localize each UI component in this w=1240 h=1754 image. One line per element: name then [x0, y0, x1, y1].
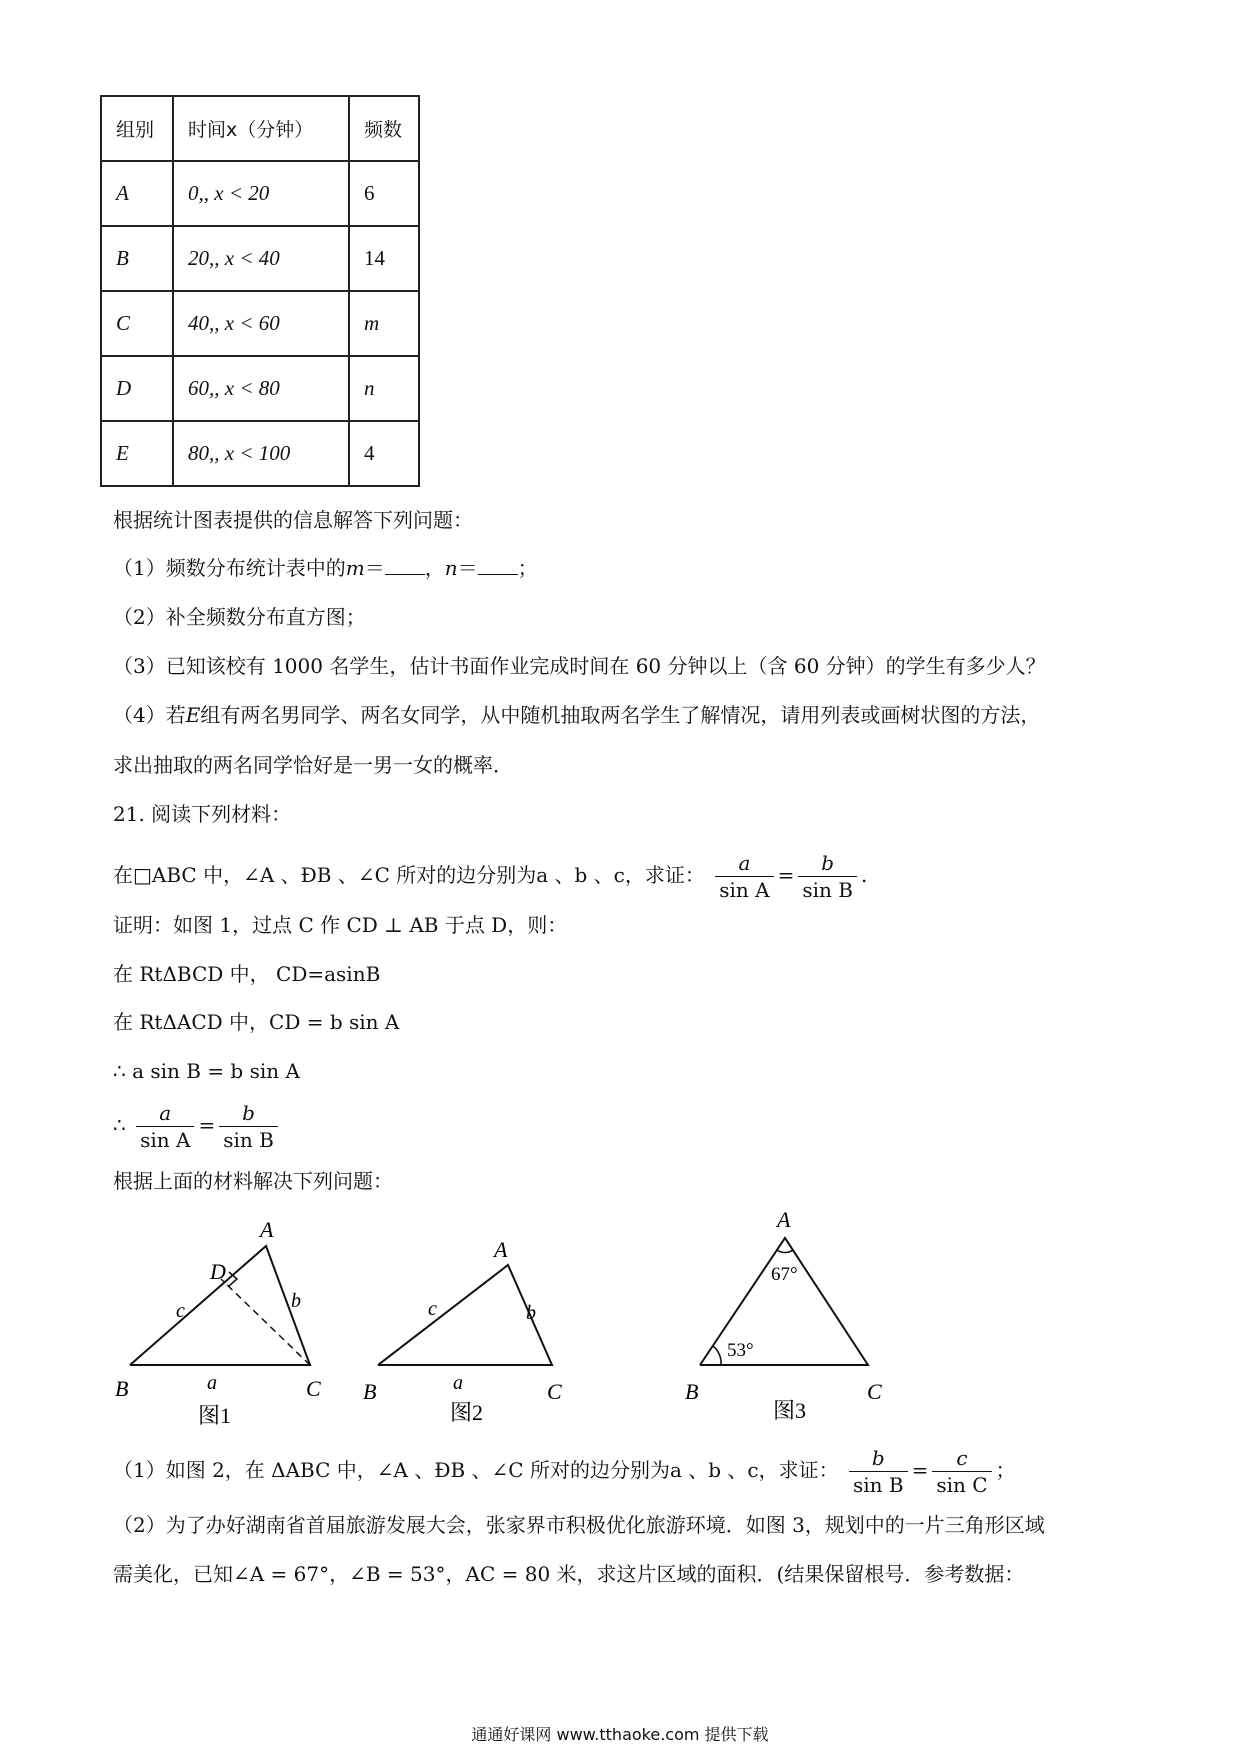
fig2-label-b: b — [526, 1302, 536, 1324]
table-cell-range: 0,, x < 20 — [173, 161, 349, 226]
table-row — [101, 226, 419, 291]
fig1-caption: 图1 — [198, 1403, 232, 1428]
fig1-label-C: C — [306, 1376, 321, 1401]
equals: = — [911, 1458, 929, 1482]
therefore-symbol: ∴ — [113, 1113, 126, 1137]
fraction-b-sinB — [798, 850, 857, 903]
fig1-label-D: D — [210, 1259, 226, 1284]
semicolon: ； — [995, 1458, 1016, 1482]
fraction-numerator: a — [136, 1100, 194, 1127]
table-cell-range: 60,, x < 80 — [173, 356, 349, 421]
table-header: 时间x（分钟） — [173, 96, 349, 161]
fig1-label-b: b — [291, 1290, 301, 1312]
fraction-denominator: sin B — [802, 878, 853, 902]
q20-part4 — [113, 702, 1040, 728]
fraction-numerator: b — [798, 850, 857, 877]
proof-line-2: 在 RtΔBCD 中， CD=asinB — [113, 962, 381, 986]
comma: ， — [424, 556, 445, 580]
answer-blank-n[interactable] — [478, 556, 518, 575]
angle-B-arc — [713, 1346, 721, 1365]
figure-3 — [700, 1238, 868, 1365]
fig2-label-c: c — [428, 1298, 437, 1320]
fraction-denominator: sin B — [223, 1128, 274, 1152]
fig1-label-B: B — [115, 1376, 129, 1401]
fraction-numerator: a — [715, 850, 773, 877]
table-cell-range: 80,, x < 100 — [173, 421, 349, 486]
q21-part1 — [113, 1440, 1016, 1500]
fig2-label-A: A — [494, 1237, 508, 1262]
table-cell-range: 40,, x < 60 — [173, 291, 349, 356]
frequency-table — [100, 95, 420, 487]
var-e: E — [185, 703, 201, 727]
q21-statement-text: 在□ABC 中，∠A 、ÐB 、∠C 所对的边分别为a 、b 、c，求证： — [113, 863, 705, 887]
angle-A-arc — [777, 1250, 793, 1253]
proof-line-1: 证明：如图 1，过点 C 作 CD ⊥ AB 于点 D，则： — [113, 913, 568, 937]
q21-part2-line1: （2）为了办好湖南省首届旅游发展大会，张家界市积极优化旅游环境．如图 3，规划中的一片三角形区域 — [113, 1513, 1045, 1537]
proof-line-4: ∴ a sin B = b sin A — [113, 1059, 300, 1083]
q20-part2: （2）补全频数分布直方图； — [113, 605, 366, 629]
fraction-numerator: b — [849, 1445, 908, 1472]
table-cell-group: A — [101, 161, 173, 226]
table-cell-group: E — [101, 421, 173, 486]
fig3-label-B: B — [685, 1379, 699, 1404]
fig2-label-B: B — [363, 1379, 377, 1404]
triangle-figures — [100, 1205, 900, 1440]
equals: ＝ — [364, 556, 385, 580]
table-row — [101, 291, 419, 356]
fig3-label-C: C — [867, 1379, 882, 1404]
fraction-numerator: b — [219, 1100, 278, 1127]
fraction-b-sinB — [219, 1100, 278, 1153]
fraction-a-sinA — [136, 1100, 194, 1153]
q20-part4-text: 组有两名男同学、两名女同学，从中随机抽取两名学生了解情况，请用列表或画树状图的方法， — [200, 703, 1041, 727]
q20-part1-text: （1）频数分布统计表中的 — [113, 556, 346, 580]
equals: = — [198, 1113, 216, 1137]
proof-line-3: 在 RtΔACD 中，CD = b sin A — [113, 1010, 400, 1034]
table-cell-freq: m — [349, 291, 419, 356]
equals: ＝ — [457, 556, 478, 580]
fraction-denominator: sin A — [719, 878, 770, 902]
page-footer: 通通好课网 www.tthaoke.com 提供下载 — [471, 1725, 769, 1744]
table-row — [101, 356, 419, 421]
table-cell-freq: 14 — [349, 226, 419, 291]
q20-part3: （3）已知该校有 1000 名学生，估计书面作业完成时间在 60 分钟以上（含 60 分钟）的学生有多少人？ — [113, 654, 1046, 678]
q20-part1 — [113, 555, 538, 581]
var-m: m — [345, 556, 365, 580]
table-cell-group: B — [101, 226, 173, 291]
answer-blank-m[interactable] — [385, 556, 425, 575]
table-cell-group: C — [101, 291, 173, 356]
fig2-caption: 图2 — [450, 1400, 484, 1425]
fig2-label-C: C — [547, 1379, 562, 1404]
table-cell-freq: n — [349, 356, 419, 421]
fraction-numerator: c — [932, 1445, 991, 1472]
equals: = — [777, 863, 795, 887]
q21-part2-line2: 需美化，已知∠A = 67°，∠B = 53°，AC = 80 米，求这片区域的面积．(结果保留根号．参考数据： — [113, 1562, 1025, 1586]
fraction-c-sinC — [932, 1445, 991, 1498]
q21-intro2: 根据上面的材料解决下列问题： — [113, 1169, 393, 1193]
q21-title: 21. 阅读下列材料： — [113, 802, 292, 826]
table-cell-freq: 6 — [349, 161, 419, 226]
figure-3-triangle — [700, 1238, 868, 1365]
table-cell-freq: 4 — [349, 421, 419, 486]
var-n: n — [444, 556, 458, 580]
fig2-label-a: a — [453, 1372, 463, 1394]
table-cell-group: D — [101, 356, 173, 421]
table-header: 频数 — [349, 96, 419, 161]
fig3-caption: 图3 — [773, 1398, 807, 1423]
q20-part4-text: （4）若 — [113, 703, 186, 727]
q20-intro: 根据统计图表提供的信息解答下列问题： — [113, 508, 473, 532]
table-header: 组别 — [101, 96, 173, 161]
fraction-denominator: sin A — [140, 1128, 191, 1152]
q21-part1-text: （1）如图 2，在 ΔABC 中，∠A 、ÐB 、∠C 所对的边分别为a 、b 、c，求证： — [113, 1458, 839, 1482]
semicolon: ； — [517, 556, 538, 580]
fraction-a-sinA — [715, 850, 773, 903]
fig3-angle-B: 53° — [727, 1340, 754, 1361]
fraction-denominator: sin B — [852, 1473, 904, 1497]
table-header-row — [101, 96, 419, 161]
table-row — [101, 421, 419, 486]
fraction-b-sinB — [849, 1445, 908, 1498]
fig1-label-c: c — [176, 1300, 185, 1322]
period: . — [860, 863, 868, 887]
fig1-label-a: a — [207, 1372, 217, 1394]
fraction-denominator: sin C — [936, 1473, 988, 1497]
q20-part4-cont: 求出抽取的两名同学恰好是一男一女的概率． — [113, 753, 513, 777]
table-row — [101, 161, 419, 226]
fig1-label-A: A — [260, 1217, 274, 1242]
proof-conclusion — [113, 1095, 282, 1155]
table-cell-range: 20,, x < 40 — [173, 226, 349, 291]
fig3-angle-A: 67° — [771, 1264, 798, 1285]
fig3-label-A: A — [777, 1207, 791, 1232]
q21-statement — [113, 845, 867, 905]
